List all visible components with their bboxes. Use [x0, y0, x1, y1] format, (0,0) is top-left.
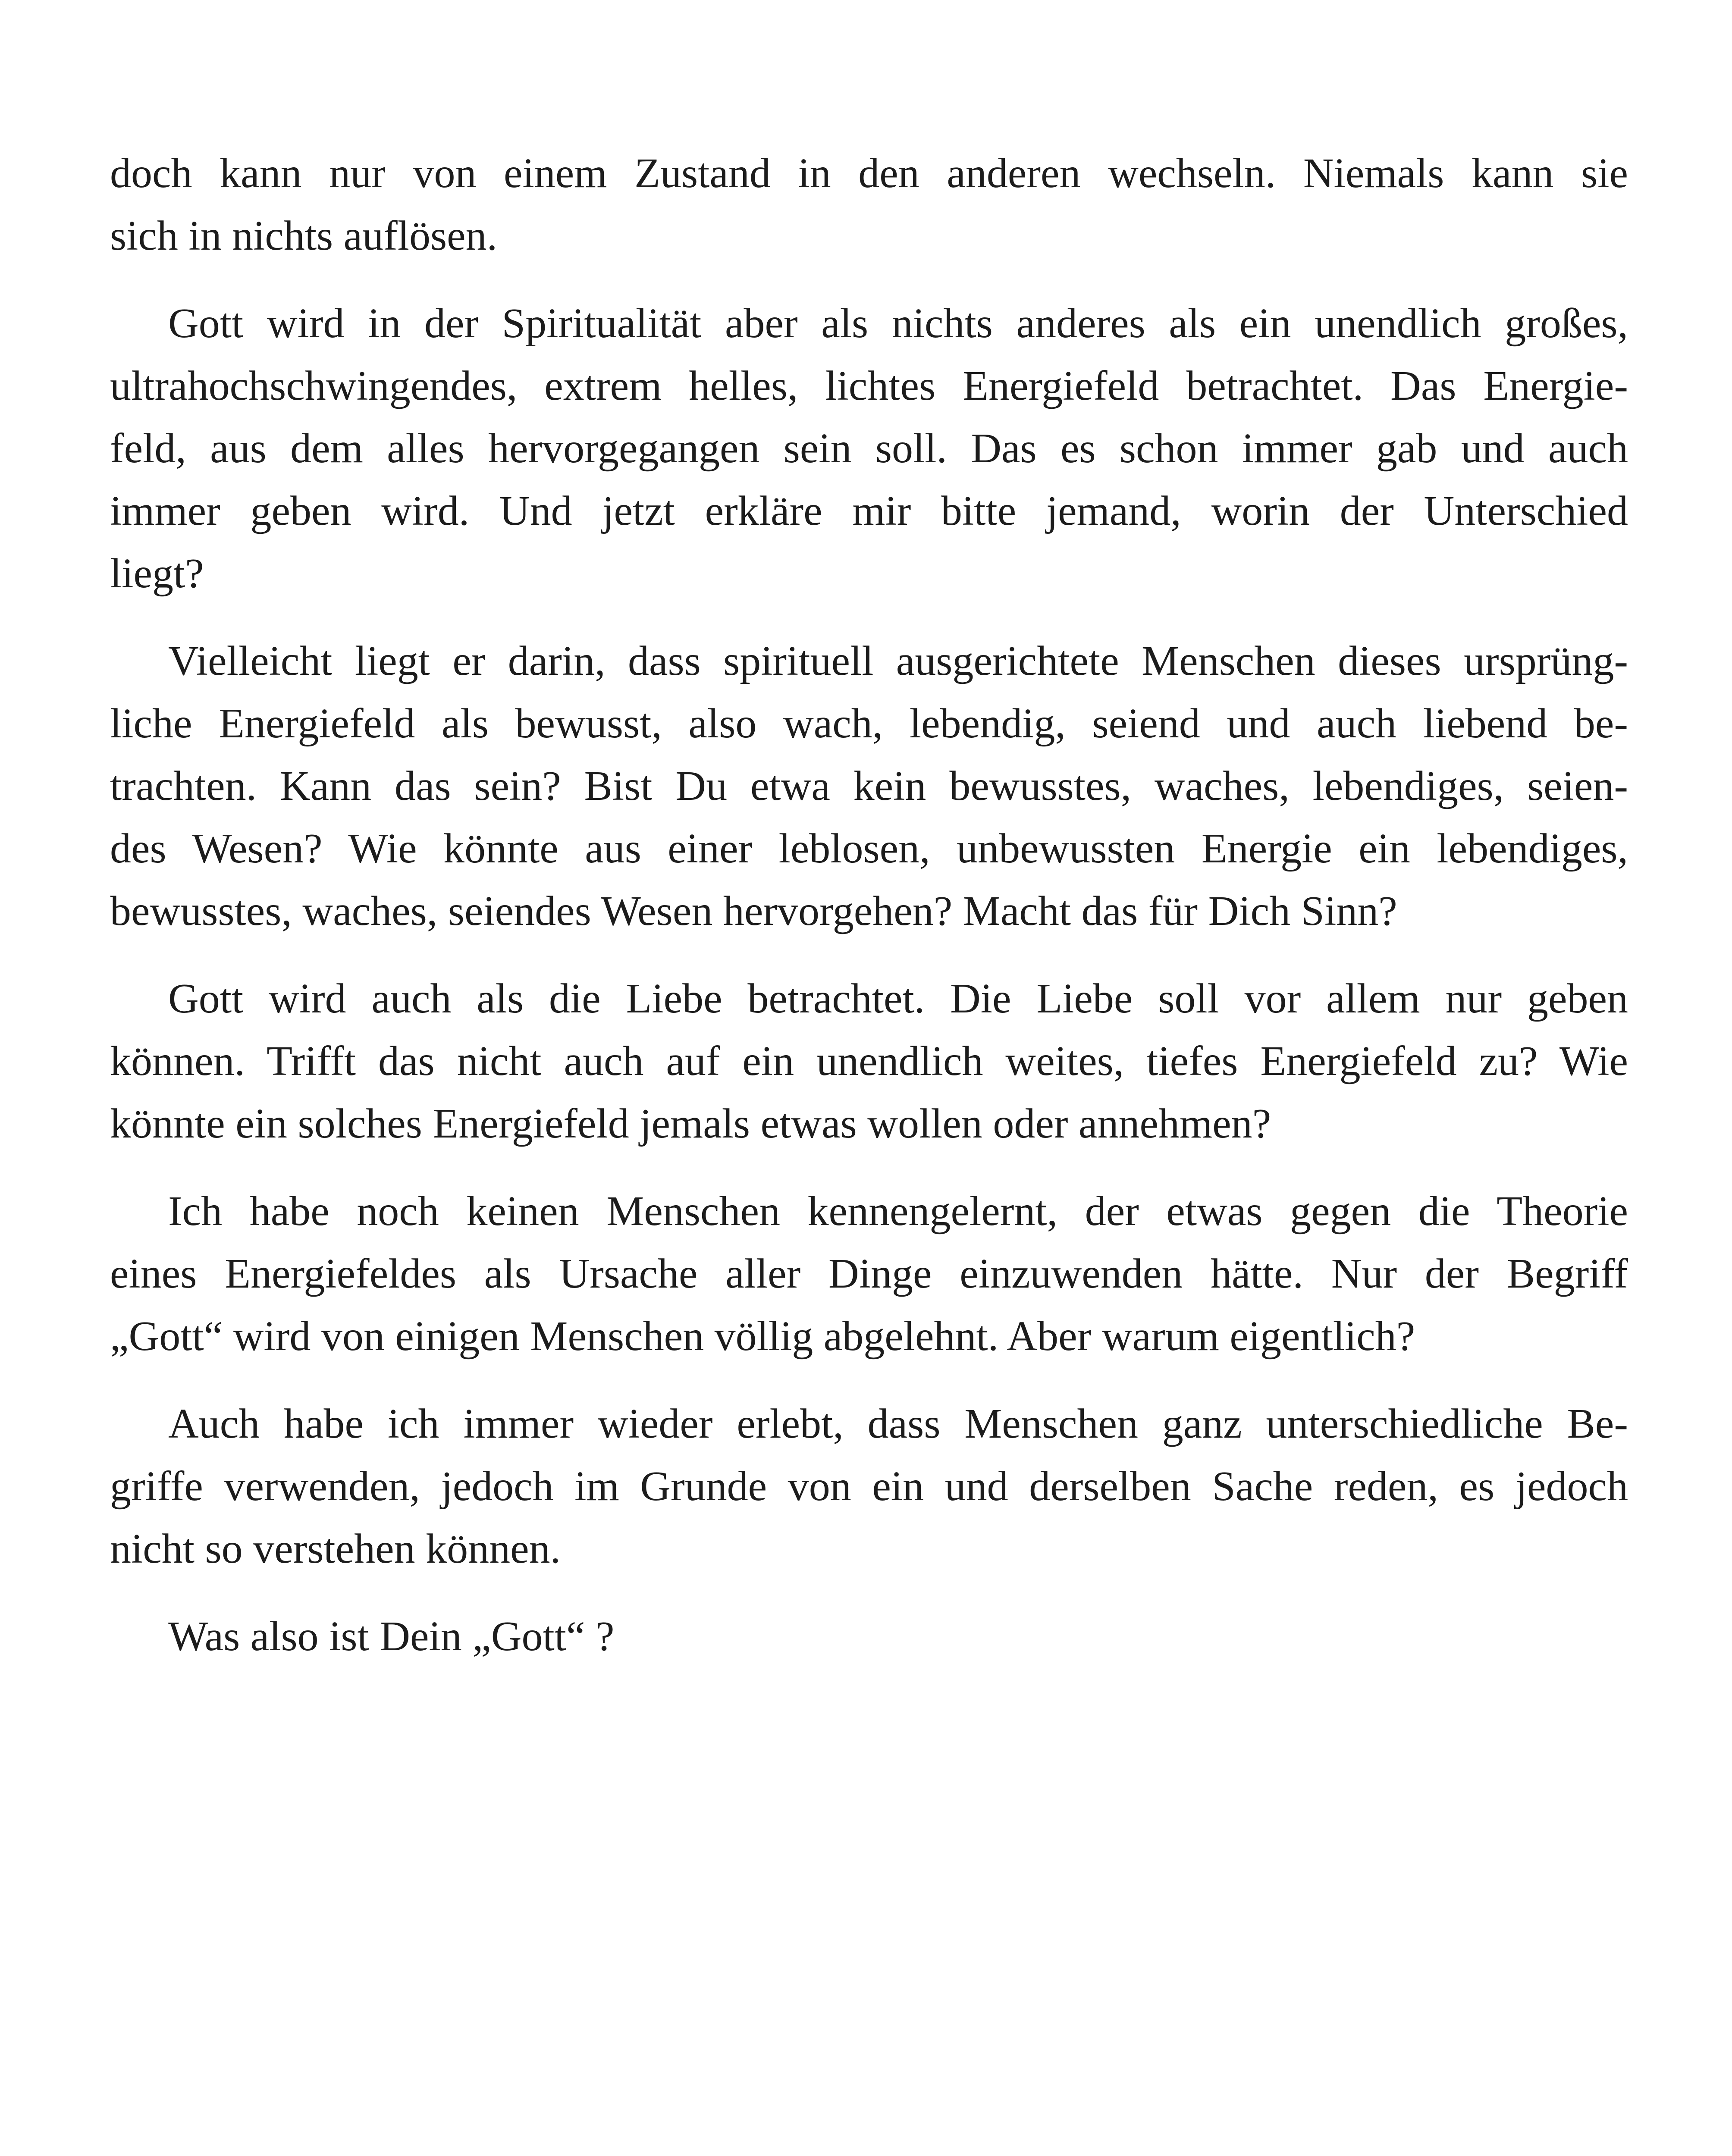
text-line: liegt?: [110, 550, 204, 597]
text-line: können. Trifft das nicht auch auf ein unendlich weites, tiefes Energiefeld zu? Wie: [110, 1038, 1628, 1084]
text-line: Vielleicht liegt er darin, dass spirituell ausgerichtete Menschen dieses ursprüng-: [168, 638, 1628, 684]
text-line: nicht so verstehen können.: [110, 1526, 561, 1572]
paragraph: [110, 630, 1628, 943]
text-line: könnte ein solches Energiefeld jemals etwas wollen oder annehmen?: [110, 1100, 1271, 1147]
paragraph: [110, 1180, 1628, 1368]
text-line: ultrahochschwingendes, extrem helles, lichtes Energiefeld betrachtet. Das Energie-: [110, 363, 1628, 409]
paragraph: [110, 1393, 1628, 1580]
text-line: Auch habe ich immer wieder erlebt, dass Menschen ganz unterschiedliche Be-: [168, 1401, 1628, 1447]
text-line: Was also ist Dein „Gott“ ?: [168, 1613, 615, 1660]
text-line: immer geben wird. Und jetzt erkläre mir bitte jemand, worin der Unterschied: [110, 488, 1628, 534]
body-text: [110, 142, 1628, 1668]
text-line: feld, aus dem alles hervorgegangen sein soll. Das es schon immer gab und auch: [110, 425, 1628, 472]
text-line: doch kann nur von einem Zustand in den anderen wechseln. Niemals kann sie: [110, 150, 1628, 197]
text-line: des Wesen? Wie könnte aus einer leblosen, unbewussten Energie ein lebendiges,: [110, 825, 1628, 872]
text-line: sich in nichts auflösen.: [110, 213, 498, 259]
paragraph: [110, 1605, 1628, 1668]
text-line: Gott wird auch als die Liebe betrachtet. Die Liebe soll vor allem nur geben: [168, 975, 1628, 1022]
text-line: liche Energiefeld als bewusst, also wach, lebendig, seiend und auch liebend be-: [110, 700, 1628, 747]
text-line: Ich habe noch keinen Menschen kennengelernt, der etwas gegen die Theorie: [168, 1188, 1628, 1235]
paragraph: [110, 968, 1628, 1155]
text-line: bewusstes, waches, seiendes Wesen hervorgehen? Macht das für Dich Sinn?: [110, 888, 1397, 934]
text-line: trachten. Kann das sein? Bist Du etwa kein bewusstes, waches, lebendiges, seien-: [110, 763, 1628, 809]
text-line: „Gott“ wird von einigen Menschen völlig abgelehnt. Aber warum eigentlich?: [110, 1313, 1415, 1360]
text-line: Gott wird in der Spiritualität aber als nichts anderes als ein unendlich großes,: [168, 300, 1628, 347]
text-line: griffe verwenden, jedoch im Grunde von ein und derselben Sache reden, es jedoch: [110, 1463, 1628, 1510]
paragraph: [110, 292, 1628, 605]
paragraph: [110, 142, 1628, 267]
text-line: eines Energiefeldes als Ursache aller Dinge einzuwenden hätte. Nur der Begriff: [110, 1250, 1628, 1297]
